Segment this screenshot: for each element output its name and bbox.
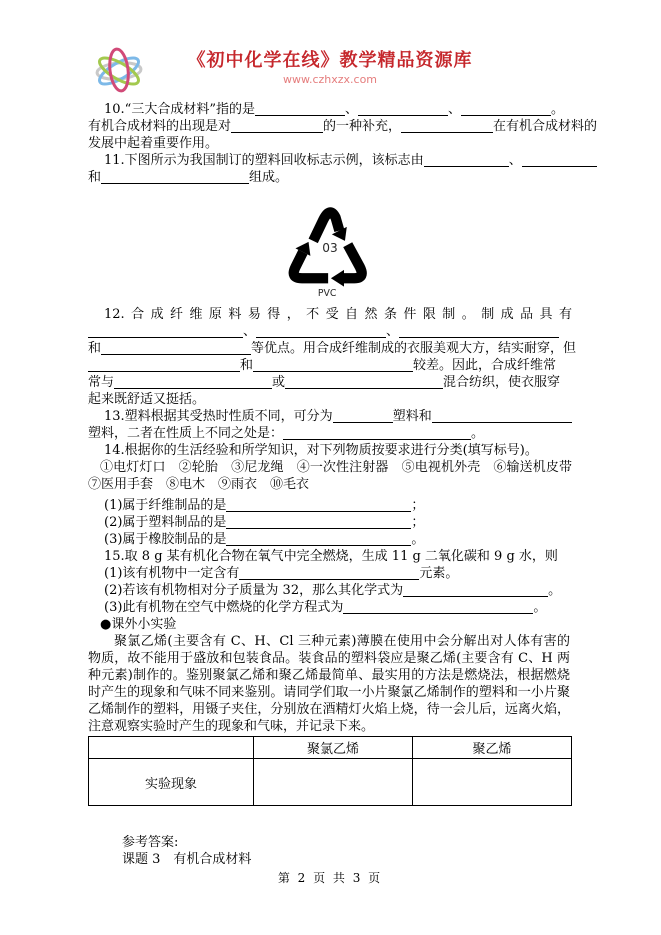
question-14-line-1: [88, 442, 572, 459]
question-text: 塑料，二者在性质上不同之处是：: [88, 426, 284, 441]
question-11-line-2: [88, 169, 572, 186]
blank-underline[interactable]: [88, 358, 240, 372]
blank-underline[interactable]: [399, 324, 559, 338]
blank-underline[interactable]: [522, 153, 597, 167]
table-empty-cell-pvc[interactable]: [254, 759, 413, 806]
question-11-line-1: [88, 152, 572, 169]
question-text: 等优点。用合成纤维制成的衣服美观大方，结实耐穿，但: [251, 341, 577, 356]
table-row: [89, 759, 572, 806]
blank-underline[interactable]: [432, 409, 572, 423]
blank-underline[interactable]: [226, 532, 411, 546]
blank-underline[interactable]: [343, 600, 533, 614]
answers-heading: [122, 834, 572, 851]
question-text: 元素。: [419, 566, 459, 581]
period: 。: [471, 426, 485, 441]
experiment-results-table: [88, 736, 572, 806]
question-text: 11.下图所示为我国制订的塑料回收标志示例，该标志由: [104, 153, 424, 168]
question-text: (2)若该有机物相对分子质量为 32，那么其化学式为: [104, 583, 404, 598]
table-header-row: [89, 737, 572, 759]
blank-underline[interactable]: [101, 170, 249, 184]
question-text: 13.塑料根据其受热时性质不同，可分为: [104, 409, 333, 424]
blank-underline[interactable]: [226, 498, 411, 512]
question-text: 15.取 8 g 某有机化合物在氧气中完全燃烧，生成 11 g 二氧化碳和 9 g 水，则: [104, 549, 558, 564]
row-label-phenomenon: 实验现象: [89, 759, 254, 806]
question-12-line-6: [88, 391, 572, 408]
question-text: 组成。: [249, 170, 289, 185]
question-text: 起来既舒适又挺括。: [88, 392, 206, 407]
table-header-empty-cell: [89, 737, 254, 759]
separator: ；: [411, 515, 425, 530]
answers-topic-line: [122, 851, 572, 868]
question-14-items-2: [88, 476, 572, 493]
answers-heading-text: 参考答案:: [122, 835, 179, 850]
question-text: 的一种补充，: [323, 119, 402, 134]
bullet-heading-text: ●课外小实验: [100, 617, 177, 632]
question-text: (1)该有机物中一定含有: [104, 566, 240, 581]
question-15-sub-1: [88, 565, 572, 582]
question-12-line-2: [88, 323, 572, 340]
blank-underline[interactable]: [461, 102, 551, 116]
separator: 、: [344, 102, 358, 117]
question-14-items-1: [88, 459, 572, 476]
question-text: 或: [272, 375, 286, 390]
separator: ；: [411, 498, 425, 513]
question-10-line-1: [88, 101, 572, 118]
question-text: 和: [240, 358, 254, 373]
question-15-line-1: [88, 548, 572, 565]
question-15-sub-2: [88, 582, 572, 599]
separator: 、: [447, 102, 461, 117]
site-url-link[interactable]: www.czhxzx.com: [282, 73, 378, 86]
blank-underline[interactable]: [256, 324, 386, 338]
question-text: 常与: [88, 375, 115, 390]
item-list-text: ①电灯灯口 ②轮胎 ③尼龙绳 ④一次性注射器 ⑤电视机外壳 ⑥输送机皮带: [100, 460, 572, 475]
reference-answers: [122, 834, 572, 868]
question-text: 发展中起着重要作用。: [88, 136, 219, 151]
blank-underline[interactable]: [401, 119, 493, 133]
question-text: 10.“三大合成材料”指的是: [104, 102, 255, 117]
page-number-text: 第 2 页 共 3 页: [277, 871, 383, 885]
atom-logo-icon: [92, 45, 146, 97]
question-text: 和: [88, 341, 102, 356]
question-text: 在有机合成材料的: [493, 119, 598, 134]
question-text: 14.根据你的生活经验和所学知识，对下列物质按要求进行分类(填写标号)。: [104, 443, 538, 458]
question-12-line-1: [88, 306, 572, 323]
recycle-material-label: PVC: [317, 287, 337, 299]
blank-underline[interactable]: [239, 566, 419, 580]
blank-underline[interactable]: [403, 583, 548, 597]
blank-underline[interactable]: [253, 358, 413, 372]
question-text: 塑料和: [392, 409, 432, 424]
question-10-line-3: [88, 135, 572, 152]
question-12-line-4: [88, 357, 572, 374]
blank-underline[interactable]: [88, 324, 243, 338]
experiment-section-heading: [88, 616, 572, 633]
page-number-footer: [88, 871, 572, 886]
site-header: [88, 45, 572, 101]
question-text: 较差。因此，合成纤维常: [413, 358, 557, 373]
question-13-line-1: [88, 408, 572, 425]
question-text: 混合纺织，使衣服穿: [443, 375, 561, 390]
question-14-sub-3: [88, 531, 572, 548]
question-text: 有机合成材料的出现是对: [88, 119, 232, 134]
question-text: (1)属于纤维制品的是: [104, 498, 227, 513]
period: 。: [411, 532, 425, 547]
question-15-sub-3: [88, 599, 572, 616]
blank-underline[interactable]: [283, 426, 471, 440]
question-text: (3)属于橡胶制品的是: [104, 532, 227, 547]
item-list-text: ⑦医用手套 ⑧电木 ⑨雨衣 ⑩毛衣: [88, 477, 310, 492]
question-14-sub-1: [88, 497, 572, 514]
blank-underline[interactable]: [255, 102, 345, 116]
recycle-code-label: 03: [322, 240, 338, 255]
question-14-sub-2: [88, 514, 572, 531]
table-empty-cell-pe[interactable]: [413, 759, 572, 806]
question-13-line-2: [88, 425, 572, 442]
blank-underline[interactable]: [231, 119, 323, 133]
period: 。: [533, 600, 547, 615]
question-text: 12.合成纤维原料易得，不受自然条件限制。制成品具有: [104, 307, 572, 322]
blank-underline[interactable]: [114, 375, 272, 389]
question-10-line-2: [88, 118, 598, 135]
site-title: 《初中化学在线》教学精品资源库: [187, 50, 473, 71]
blank-underline[interactable]: [333, 409, 393, 423]
table-header-pvc: 聚氯乙烯: [254, 737, 413, 759]
question-text: 和: [88, 170, 102, 185]
question-text: (3)此有机物在空气中燃烧的化学方程式为: [104, 600, 344, 615]
table-header-pe: 聚乙烯: [413, 737, 572, 759]
question-text: (2)属于塑料制品的是: [104, 515, 227, 530]
plastic-recycling-symbol: [88, 186, 572, 306]
separator: 、: [508, 153, 522, 168]
separator: 、: [243, 324, 257, 339]
period: 。: [548, 583, 562, 598]
recycle-triangle-icon: [274, 194, 386, 299]
answers-topic-text: 课题 3 有机合成材料: [122, 852, 252, 867]
separator: 、: [386, 324, 400, 339]
experiment-paragraph: 聚氯乙烯(主要含有 C、H、Cl 三种元素)薄膜在使用中会分解出对人体有害的物质，故不能用于盛放和包装食品。装食品的塑料袋应是聚乙烯(主要含有 C、H 两种元素)制作的。鉴别聚氯乙烯和聚乙烯最简单、最实用的方法是燃烧法，根据燃烧时产生的现象和气味不同来鉴别。请同学们取一小片聚氯乙烯制作的塑料和一小片聚乙烯制作的塑料，用镊子夹住，分别放在酒精灯火焰上烧，待一会儿后，远离火焰，注意观察实验时产生的现象和气味，并记录下来。: [88, 634, 570, 734]
question-12-line-3: [88, 340, 577, 357]
blank-underline[interactable]: [424, 153, 509, 167]
blank-underline[interactable]: [226, 515, 411, 529]
blank-underline[interactable]: [101, 341, 251, 355]
blank-underline[interactable]: [285, 375, 443, 389]
blank-underline[interactable]: [358, 102, 448, 116]
question-12-line-5: [88, 374, 572, 391]
period: 。: [551, 102, 565, 117]
